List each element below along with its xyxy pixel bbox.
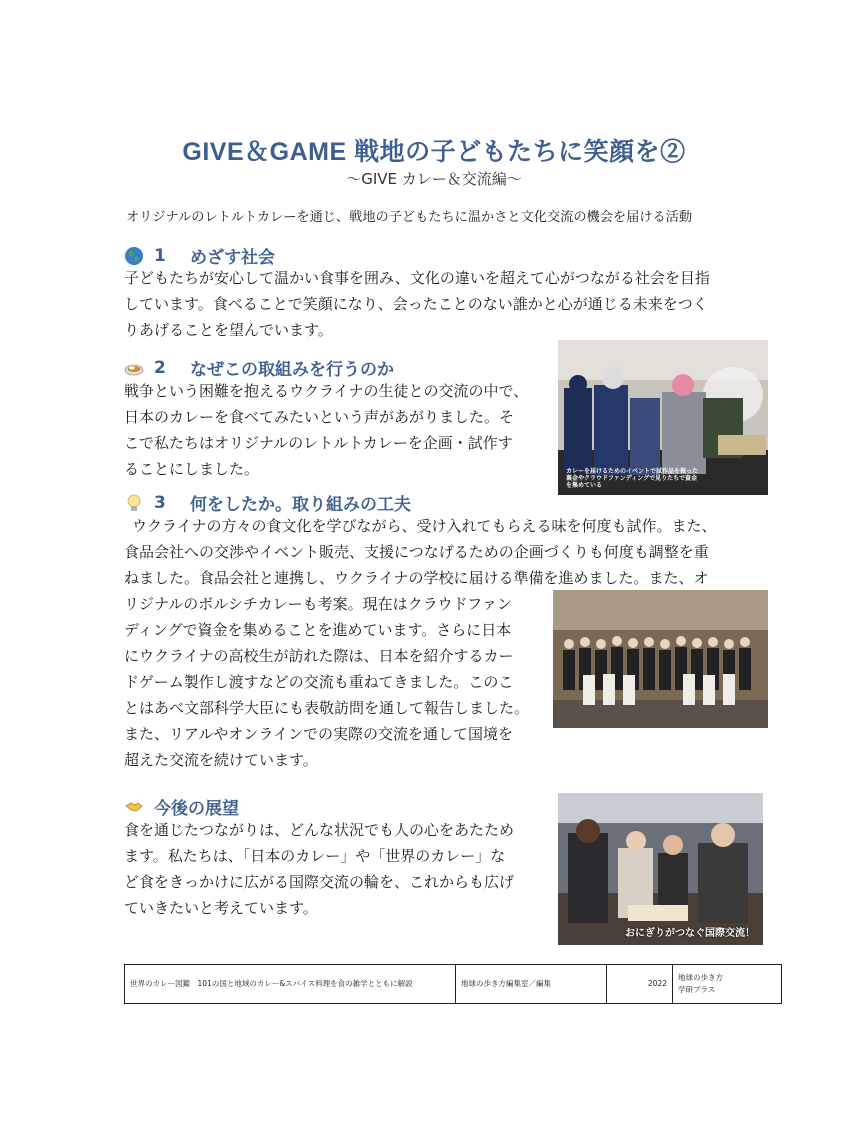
section-1-line: 子どもたちが安心して温かい食事を囲み、文化の違いを超えて心がつながる社会を目指 (124, 269, 710, 287)
caption-line: カレーを届けるためのイベントで試作品を振った (566, 468, 699, 475)
section-3-line: 超えた交流を続けています。 (124, 751, 318, 769)
group-photo (553, 590, 768, 728)
globe-icon (124, 246, 144, 266)
cooking-photo-caption (566, 468, 698, 489)
section-2-line: ることにしました。 (124, 460, 260, 478)
reference-table (124, 964, 782, 1004)
reference-book: 世界のカレー図鑑 101の国と地域のカレー&スパイス料理を食の雑学とともに解説 (125, 965, 456, 1004)
page-title: GIVE＆GAME 戦地の子どもたちに笑顔を② (182, 138, 686, 166)
reference-publisher (673, 965, 782, 1004)
section-4-line: 食を通じたつながりは、どんな状況でも人の心をあたため (124, 821, 515, 839)
section-4-line: ていきたいと考えています。 (124, 899, 318, 917)
section-4-body (124, 817, 514, 921)
section-3-line: ディングで資金を集めることを進めています。さらに日本 (124, 621, 512, 639)
section-3-line: ウクライナの方々の食文化を学びながら、受け入れてもらえる味を何度も試作。また、 (132, 517, 717, 535)
section-2-title: なぜこの取組みを行うのか (190, 360, 394, 380)
curry-icon (124, 358, 144, 378)
section-2-heading (124, 355, 394, 380)
section-1-body (124, 265, 710, 343)
reference-editor: 地球の歩き方編集室／編集 (456, 965, 607, 1004)
section-3-line: ドゲーム製作し渡すなどの交流も重ねてきました。このこ (124, 673, 514, 691)
section-2-body (124, 378, 528, 482)
caption-line: を集めている (566, 482, 603, 489)
section-3-line: 食品会社への交渉やイベント販売、支援につなげるための企画づくりも何度も調整を重 (124, 543, 709, 561)
page-subtitle: 〜GIVE カレー＆交流編〜 (346, 170, 522, 188)
section-1-line: しています。食べることで笑顔になり、会ったことのない誰かと心が通じる未来をつく (124, 295, 708, 313)
section-2-line: 日本のカレーを食べてみたいという声があがりました。そ (124, 408, 515, 426)
publisher-line: 地球の歩き方 (678, 973, 723, 982)
exchange-photo (558, 793, 763, 945)
reference-year: 2022 (607, 965, 673, 1004)
caption-line: 裏金やクラウドファンディングで見りたちで資金 (566, 475, 698, 482)
section-2-line: 戦争という困難を抱えるウクライナの生徒との交流の中で、 (124, 382, 529, 400)
handshake-icon (124, 797, 144, 817)
section-3-line: また、リアルやオンラインでの実際の交流を通して国境を (124, 725, 513, 743)
publisher-line: 学研プラス (678, 985, 716, 994)
section-3-line: にウクライナの高校生が訪れた際は、日本を紹介するカー (124, 647, 514, 665)
section-3-heading (124, 490, 411, 515)
section-1-title: めざす社会 (190, 248, 275, 268)
section-2-number: 2 (154, 357, 166, 378)
table-row (125, 965, 782, 1004)
section-3-number: 3 (154, 492, 166, 513)
section-2-line: こで私たちはオリジナルのレトルトカレーを企画・試作す (124, 434, 513, 452)
section-3-line: とはあべ文部科学大臣にも表敬訪問を通して報告しました。 (124, 699, 530, 717)
section-3-line: ねました。食品会社と連携し、ウクライナの学校に届ける準備を進めました。また、オ (124, 569, 709, 587)
section-4-line: ます。私たちは、「日本のカレー」や「世界のカレー」な (124, 847, 506, 865)
section-4-heading (124, 794, 239, 819)
section-3-line: リジナルのボルシチカレーも考案。現在はクラウドファン (124, 595, 512, 613)
lightbulb-icon (124, 493, 144, 513)
cooking-photo (558, 340, 768, 495)
section-4-title: 今後の展望 (154, 799, 239, 819)
exchange-photo-caption: おにぎりがつなぐ国際交流！ (625, 928, 755, 939)
lead-text: オリジナルのレトルトカレーを通じ、戦地の子どもたちに温かさと文化交流の機会を届ける活動 (126, 210, 693, 225)
section-4-line: ど食をきっかけに広がる国際交流の輪を、これからも広げ (124, 873, 515, 891)
section-1-number: 1 (154, 245, 166, 266)
section-3-title: 何をしたか。取り組みの工夫 (190, 495, 411, 515)
section-1-line: りあげることを望んでいます。 (124, 321, 333, 339)
